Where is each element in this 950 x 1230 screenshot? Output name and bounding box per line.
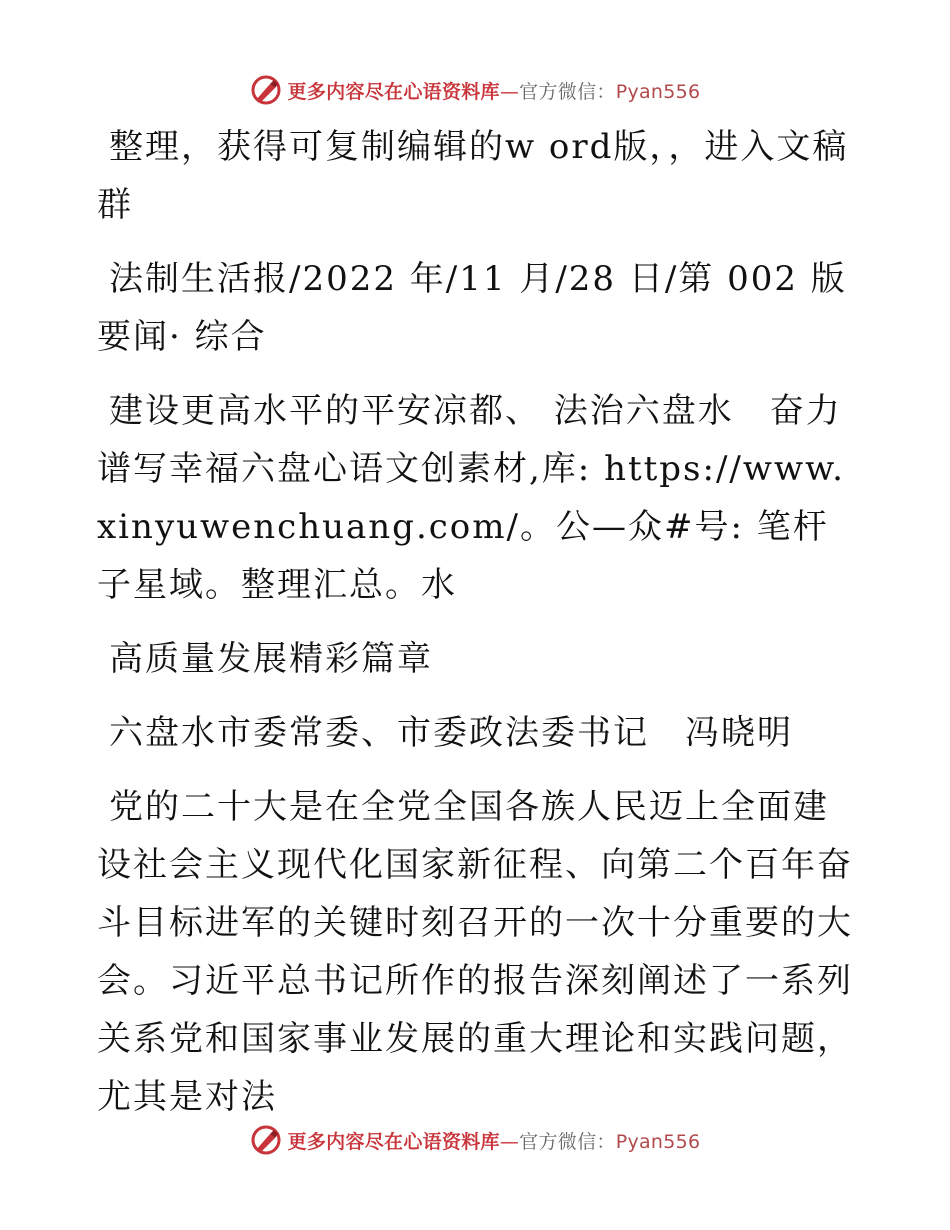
banner-brand-text: 更多内容尽在心语资料库	[287, 80, 500, 103]
pen-nib-logo-icon	[250, 1124, 282, 1156]
banner-wechat-id: Pyan556	[615, 80, 701, 103]
banner-wechat-id: Pyan556	[615, 1130, 701, 1153]
paragraph-source-line: 法制生活报/2022 年/11 月/28 日/第 002 版要闻· 综合	[97, 259, 847, 357]
paragraph-title-continued: 高质量发展精彩篇章	[109, 639, 433, 679]
banner-separator: —	[499, 80, 520, 103]
paragraph-author-line: 六盘水市委常委、市委政法委书记 冯晓明	[109, 713, 793, 753]
document-body	[97, 118, 857, 1142]
banner-wechat-label: 官方微信：	[519, 1130, 616, 1153]
pen-nib-logo-icon	[250, 74, 282, 106]
banner-separator: —	[499, 1130, 520, 1153]
paragraph-intro-note: 整理，获得可复制编辑的w ord版，，进入文稿群	[97, 127, 849, 225]
footer-banner	[0, 1120, 950, 1160]
banner-brand-text: 更多内容尽在心语资料库	[287, 1130, 500, 1153]
paragraph-body-text: 党的二十大是在全党全国各族人民迈上全面建设社会主义现代化国家新征程、向第二个百年奋斗目标进军的关键时刻召开的一次十分重要的大会。习近平总书记所作的报告深刻阐述了一系列关系党和国家事业发展的重大理论和实践问题，尤其是对法	[97, 787, 853, 1117]
header-banner	[0, 70, 950, 110]
banner-wechat-label: 官方微信：	[519, 80, 616, 103]
paragraph-article-title: 建设更高水平的平安凉都、 法治六盘水 奋力谱写幸福六盘心语文创素材,库: https://www.xinyuwenchuang.com/。公—众#号: 笔杆子星域。整理汇总。水	[97, 391, 845, 605]
